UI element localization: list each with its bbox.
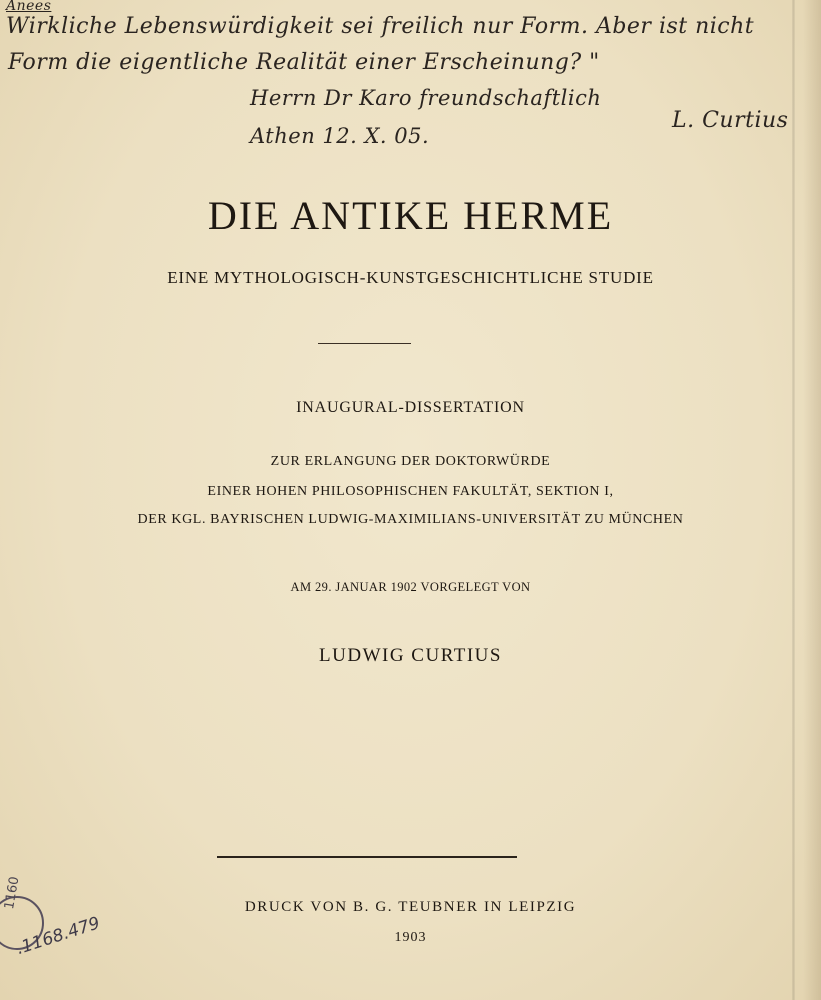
paper-fold	[792, 0, 795, 1000]
handwritten-signature: L. Curtius	[672, 108, 789, 133]
presentation-date: AM 29. JANUAR 1902 VORGELEGT VON	[290, 580, 531, 594]
handwritten-top-mark: Anees	[6, 0, 52, 14]
printer-imprint: DRUCK VON B. G. TEUBNER IN LEIPZIG	[244, 899, 577, 915]
paper-edge-shadow	[803, 0, 821, 1000]
dissertation-heading: INAUGURAL-DISSERTATION	[296, 399, 525, 416]
book-subtitle: EINE MYTHOLOGISCH-KUNSTGESCHICHTLICHE STUDIE	[167, 268, 654, 287]
handwritten-dedication-line-2: Form die eigentliche Realität einer Erscheinung? "	[8, 50, 600, 75]
library-stamp-number: 1160	[2, 875, 23, 911]
degree-line: ZUR ERLANGUNG DER DOKTORWÜRDE	[270, 454, 551, 469]
faculty-line: EINER HOHEN PHILOSOPHISCHEN FAKULTÄT, SEKTION I,	[207, 484, 614, 499]
handwritten-place-date: Athen 12. X. 05.	[250, 124, 430, 148]
book-title: DIE ANTIKE HERME	[207, 193, 614, 238]
long-divider-rule	[217, 856, 517, 858]
short-divider-rule	[318, 343, 411, 344]
publication-year: 1903	[394, 930, 427, 945]
handwritten-dedication-line-1: Wirkliche Lebenswürdigkeit sei freilich nur Form. Aber ist nicht	[6, 14, 755, 39]
university-line: DER KGL. BAYRISCHEN LUDWIG-MAXIMILIANS-UNIVERSITÄT ZU MÜNCHEN	[137, 512, 684, 527]
author-name: LUDWIG CURTIUS	[319, 645, 502, 666]
handwritten-dedication-line-3: Herrn Dr Karo freundschaftlich	[250, 86, 602, 110]
library-shelfmark: .1168.479	[14, 913, 103, 960]
